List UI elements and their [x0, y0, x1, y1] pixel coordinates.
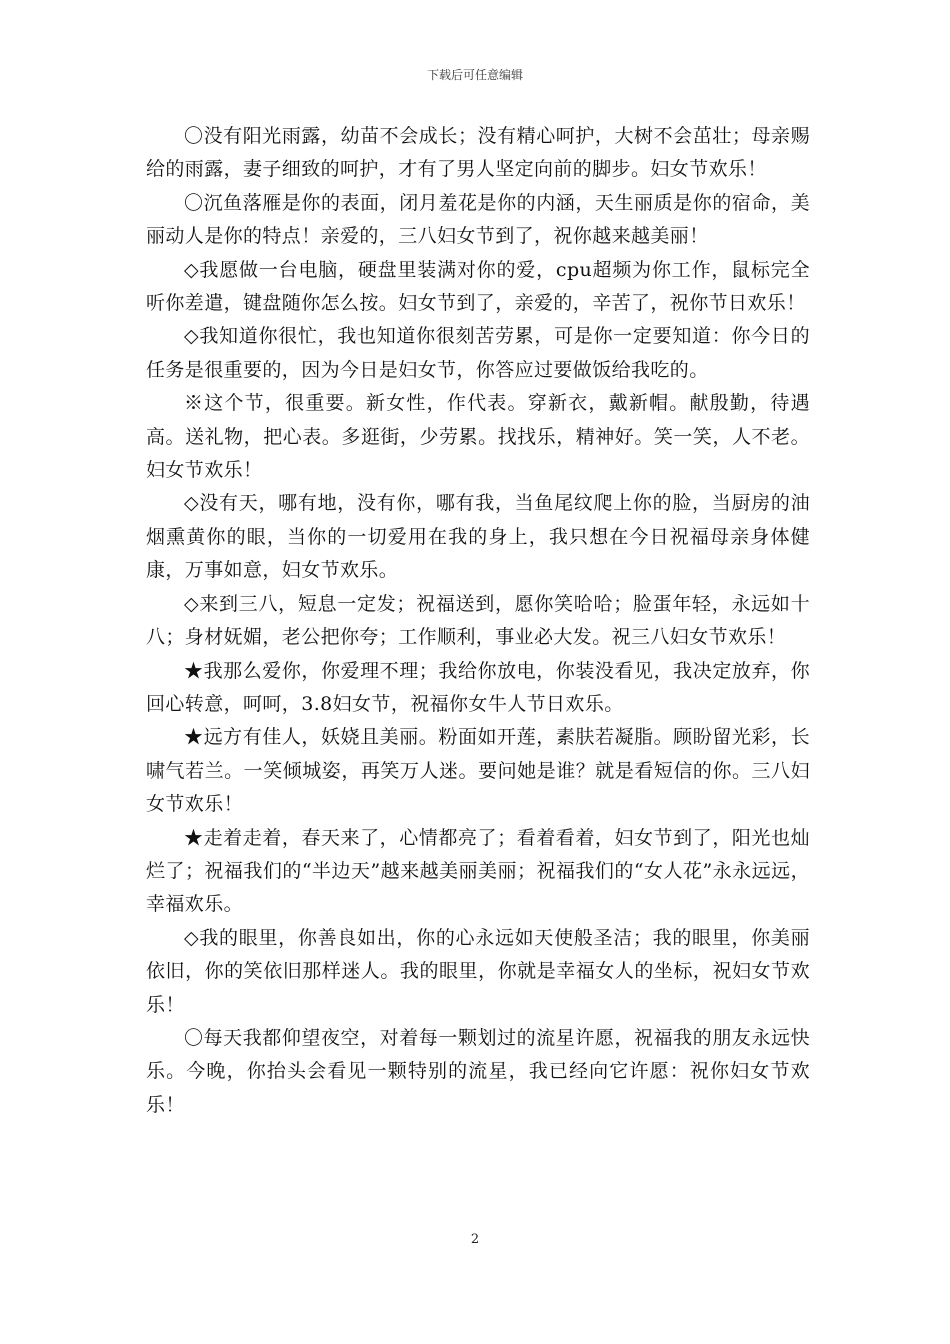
paragraph-10: ★走着走着，春天来了，心情都亮了；看着看着，妇女节到了，阳光也灿烂了；祝福我们的“半边天”越来越美丽美丽；祝福我们的“女人花”永永远远，幸福欢乐。 [146, 826, 810, 916]
paragraph-5: ※这个节，很重要。新女性，作代表。穿新衣，戴新帽。献殷勤，待遇高。送礼物，把心表。多逛街，少劳累。找找乐，精神好。笑一笑，人不老。妇女节欢乐！ [146, 392, 810, 482]
paragraph-4: ◇我知道你很忙，我也知道你很刻苦劳累，可是你一定要知道：你今日的任务是很重要的，因为今日是妇女节，你答应过要做饭给我吃的。 [146, 325, 810, 381]
document-body [146, 120, 810, 1122]
paragraph-3: ◇我愿做一台电脑，硬盘里装满对你的爱，cpu超频为你工作，鼠标完全听你差遣，键盘随你怎么按。妇女节到了，亲爱的，辛苦了，祝你节日欢乐！ [146, 258, 810, 315]
paragraph-1: 〇没有阳光雨露，幼苗不会成长；没有精心呵护，大树不会茁壮；母亲赐给的雨露，妻子细致的呵护，才有了男人坚定向前的脚步。妇女节欢乐！ [146, 125, 810, 181]
paragraph-2: 〇沉鱼落雁是你的表面，闭月羞花是你的内涵，天生丽质是你的宿命，美丽动人是你的特点！亲爱的，三八妇女节到了，祝你越来越美丽！ [146, 191, 810, 248]
paragraph-8: ★我那么爱你，你爱理不理；我给你放电，你装没看见，我决定放弃，你回心转意，呵呵，3.8妇女节，祝福你女牛人节日欢乐。 [146, 659, 810, 715]
page-header: 下载后可任意编辑 [426, 68, 523, 82]
paragraph-7: ◇来到三八，短息一定发；祝福送到，愿你笑哈哈；脸蛋年轻，永远如十八；身材妩媚，老公把你夸；工作顺利，事业必大发。祝三八妇女节欢乐！ [146, 592, 810, 649]
paragraph-6: ◇没有天，哪有地，没有你，哪有我，当鱼尾纹爬上你的脸，当厨房的油烟熏黄你的眼，当你的一切爱用在我的身上，我只想在今日祝福母亲身体健康，万事如意，妇女节欢乐。 [146, 492, 810, 582]
page-number: 2 [470, 1232, 480, 1247]
paragraph-12: 〇每天我都仰望夜空，对着每一颗划过的流星许愿，祝福我的朋友永远快乐。今晚，你抬头会看见一颗特别的流星，我已经向它许愿：祝你妇女节欢乐！ [146, 1026, 810, 1116]
paragraph-9: ★远方有佳人，妖娆且美丽。粉面如开莲，素肤若凝脂。顾盼留光彩，长啸气若兰。一笑倾城姿，再笑万人迷。要问她是谁？就是看短信的你。三八妇女节欢乐！ [146, 726, 810, 816]
paragraph-11: ◇我的眼里，你善良如出，你的心永远如天使般圣洁；我的眼里，你美丽依旧，你的笑依旧那样迷人。我的眼里，你就是幸福女人的坐标，祝妇女节欢乐！ [146, 926, 810, 1016]
